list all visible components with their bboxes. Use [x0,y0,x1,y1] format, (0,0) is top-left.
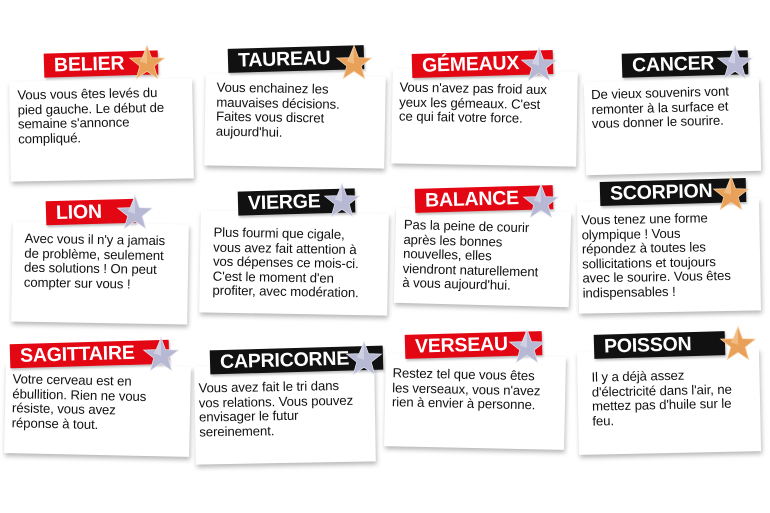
horoscope-line: Il y a déjà assez [591,367,685,385]
horoscope-text [392,366,541,413]
horoscope-line: Vous avez fait le tri dans [198,378,339,396]
horoscope-line: olympique ! Vous [581,225,681,243]
sign-label-scorpion: SCORPION [600,178,747,206]
horoscope-text [212,226,359,302]
horoscope-card-verseau [384,353,566,450]
horoscope-text [17,86,164,147]
horoscope-line: pied gauche. Le début de [17,99,165,118]
horoscope-line: Pas la peine de courir [403,216,530,236]
horoscope-line: avec le sourire. Vous êtes [582,268,731,286]
horoscope-card-vierge [199,210,389,315]
horoscope-line: ce qui fait votre force. [398,108,523,126]
star-icon [116,194,154,232]
horoscope-line: indispensables ! [582,283,676,301]
sign-label-poisson: POISSON [594,331,726,359]
horoscope-card-scorpion [577,198,761,313]
star-icon [719,325,757,363]
star-icon [335,44,373,82]
horoscope-line: yeux les gémeaux. C'est [399,94,541,112]
horoscope-line: Avec vous il n'y a jamais [24,230,166,249]
horoscope-line: Restez tel que vous êtes [392,365,535,384]
star-icon [522,183,560,221]
horoscope-card-sagittaire [4,363,191,457]
horoscope-line: de problème, seulement [24,245,164,263]
horoscope-line: Votre cerveau est en [12,371,132,389]
horoscope-card-lion [11,221,189,324]
horoscope-line: nouvelles, elles [402,246,492,264]
horoscope-line: à vous aujourd'hui. [402,275,511,294]
horoscope-line: Plus fourmi que cigale, [213,224,345,242]
horoscope-text [12,372,147,433]
horoscope-line: Vous tenez une forme [581,210,708,228]
horoscope-line: après les bonnes [403,231,503,250]
star-icon [508,328,546,366]
sign-label-lion: LION [46,199,136,225]
star-icon [323,182,361,220]
sign-label-cancer: CANCER [622,50,749,78]
horoscope-line: vous avez fait attention à [213,239,357,257]
horoscope-line: vos dépenses ce mois-ci. [212,253,359,272]
horoscope-card-capricorne [194,363,376,464]
horoscope-line: Vous vous êtes levés du [17,85,158,103]
horoscope-line: des solutions ! On peut [23,259,157,278]
sign-label-balance: BALANCE [415,185,554,213]
horoscope-line: les verseaux, vous n'avez [392,379,541,398]
horoscope-line: répondez à toutes les [581,239,706,257]
horoscope-line: mettez pas d'huile sur le [591,395,732,414]
horoscope-line: envisager le futur [198,407,299,425]
horoscope-text [24,232,166,293]
horoscope-line: Faites vous discret [215,108,325,126]
horoscope-line: sereinement. [199,422,275,440]
horoscope-line: C'est le moment d'en [212,268,334,286]
horoscope-line: aujourd'hui. [215,123,283,140]
horoscope-card-taureau [204,73,386,168]
horoscope-line: compliqué. [18,130,82,147]
horoscope-line: ébullition. Rien ne vous [12,385,147,404]
horoscope-line: compter sur vous ! [23,274,131,292]
star-icon [716,44,754,82]
horoscope-line: mauvaises décisions. [216,94,340,112]
horoscope-card-cancer [584,78,761,176]
star-icon [142,336,180,374]
sign-label-capricorne: CAPRICORNE [210,346,384,375]
horoscope-card-balance [394,208,571,308]
sign-label-taureau: TAUREAU [228,45,365,73]
horoscope-line: résiste, vous avez [11,400,116,418]
star-icon [712,175,750,213]
horoscope-line: d'électricité dans l'air, ne [591,381,732,400]
horoscope-text [399,81,547,127]
horoscope-line: vous donner le sourire. [591,112,724,132]
horoscope-line: profiter, avec modération. [212,282,359,301]
horoscope-line: réponse à tout. [11,414,99,432]
horoscope-card-poisson [577,348,761,455]
horoscope-line: sollicitations et toujours [581,253,716,272]
horoscope-text [198,379,353,440]
horoscope-line: feu. [592,412,615,429]
horoscope-text [591,85,730,132]
sign-label-sagittaire: SAGITTAIRE [10,340,169,368]
horoscope-line: remonter à la surface et [591,98,729,117]
sign-label-belier: BELIER [44,50,159,77]
horoscope-line: vos relations. Vous pouvez [198,392,354,411]
sign-label-verseau: VERSEAU [405,331,542,359]
horoscope-line: rien à envier à personne. [391,394,536,413]
horoscope-text [216,81,340,142]
horoscope-line: semaine s'annonce [17,114,130,132]
star-icon [128,44,166,82]
star-icon [345,340,383,378]
horoscope-line: Vous n'avez pas froid aux [399,79,548,98]
sign-label-vierge: VIERGE [238,188,355,215]
horoscope-text [581,211,731,301]
horoscope-line: viendront naturellement [402,260,539,280]
horoscope-line: De vieux souvenirs vont [590,83,729,103]
sign-label-gemeaux: GÉMEAUX [412,50,554,78]
star-icon [520,46,558,84]
horoscope-line: Vous enchainez les [216,79,329,97]
horoscope-text [591,368,732,429]
horoscope-text [402,218,539,294]
horoscope-card-belier [9,78,194,181]
